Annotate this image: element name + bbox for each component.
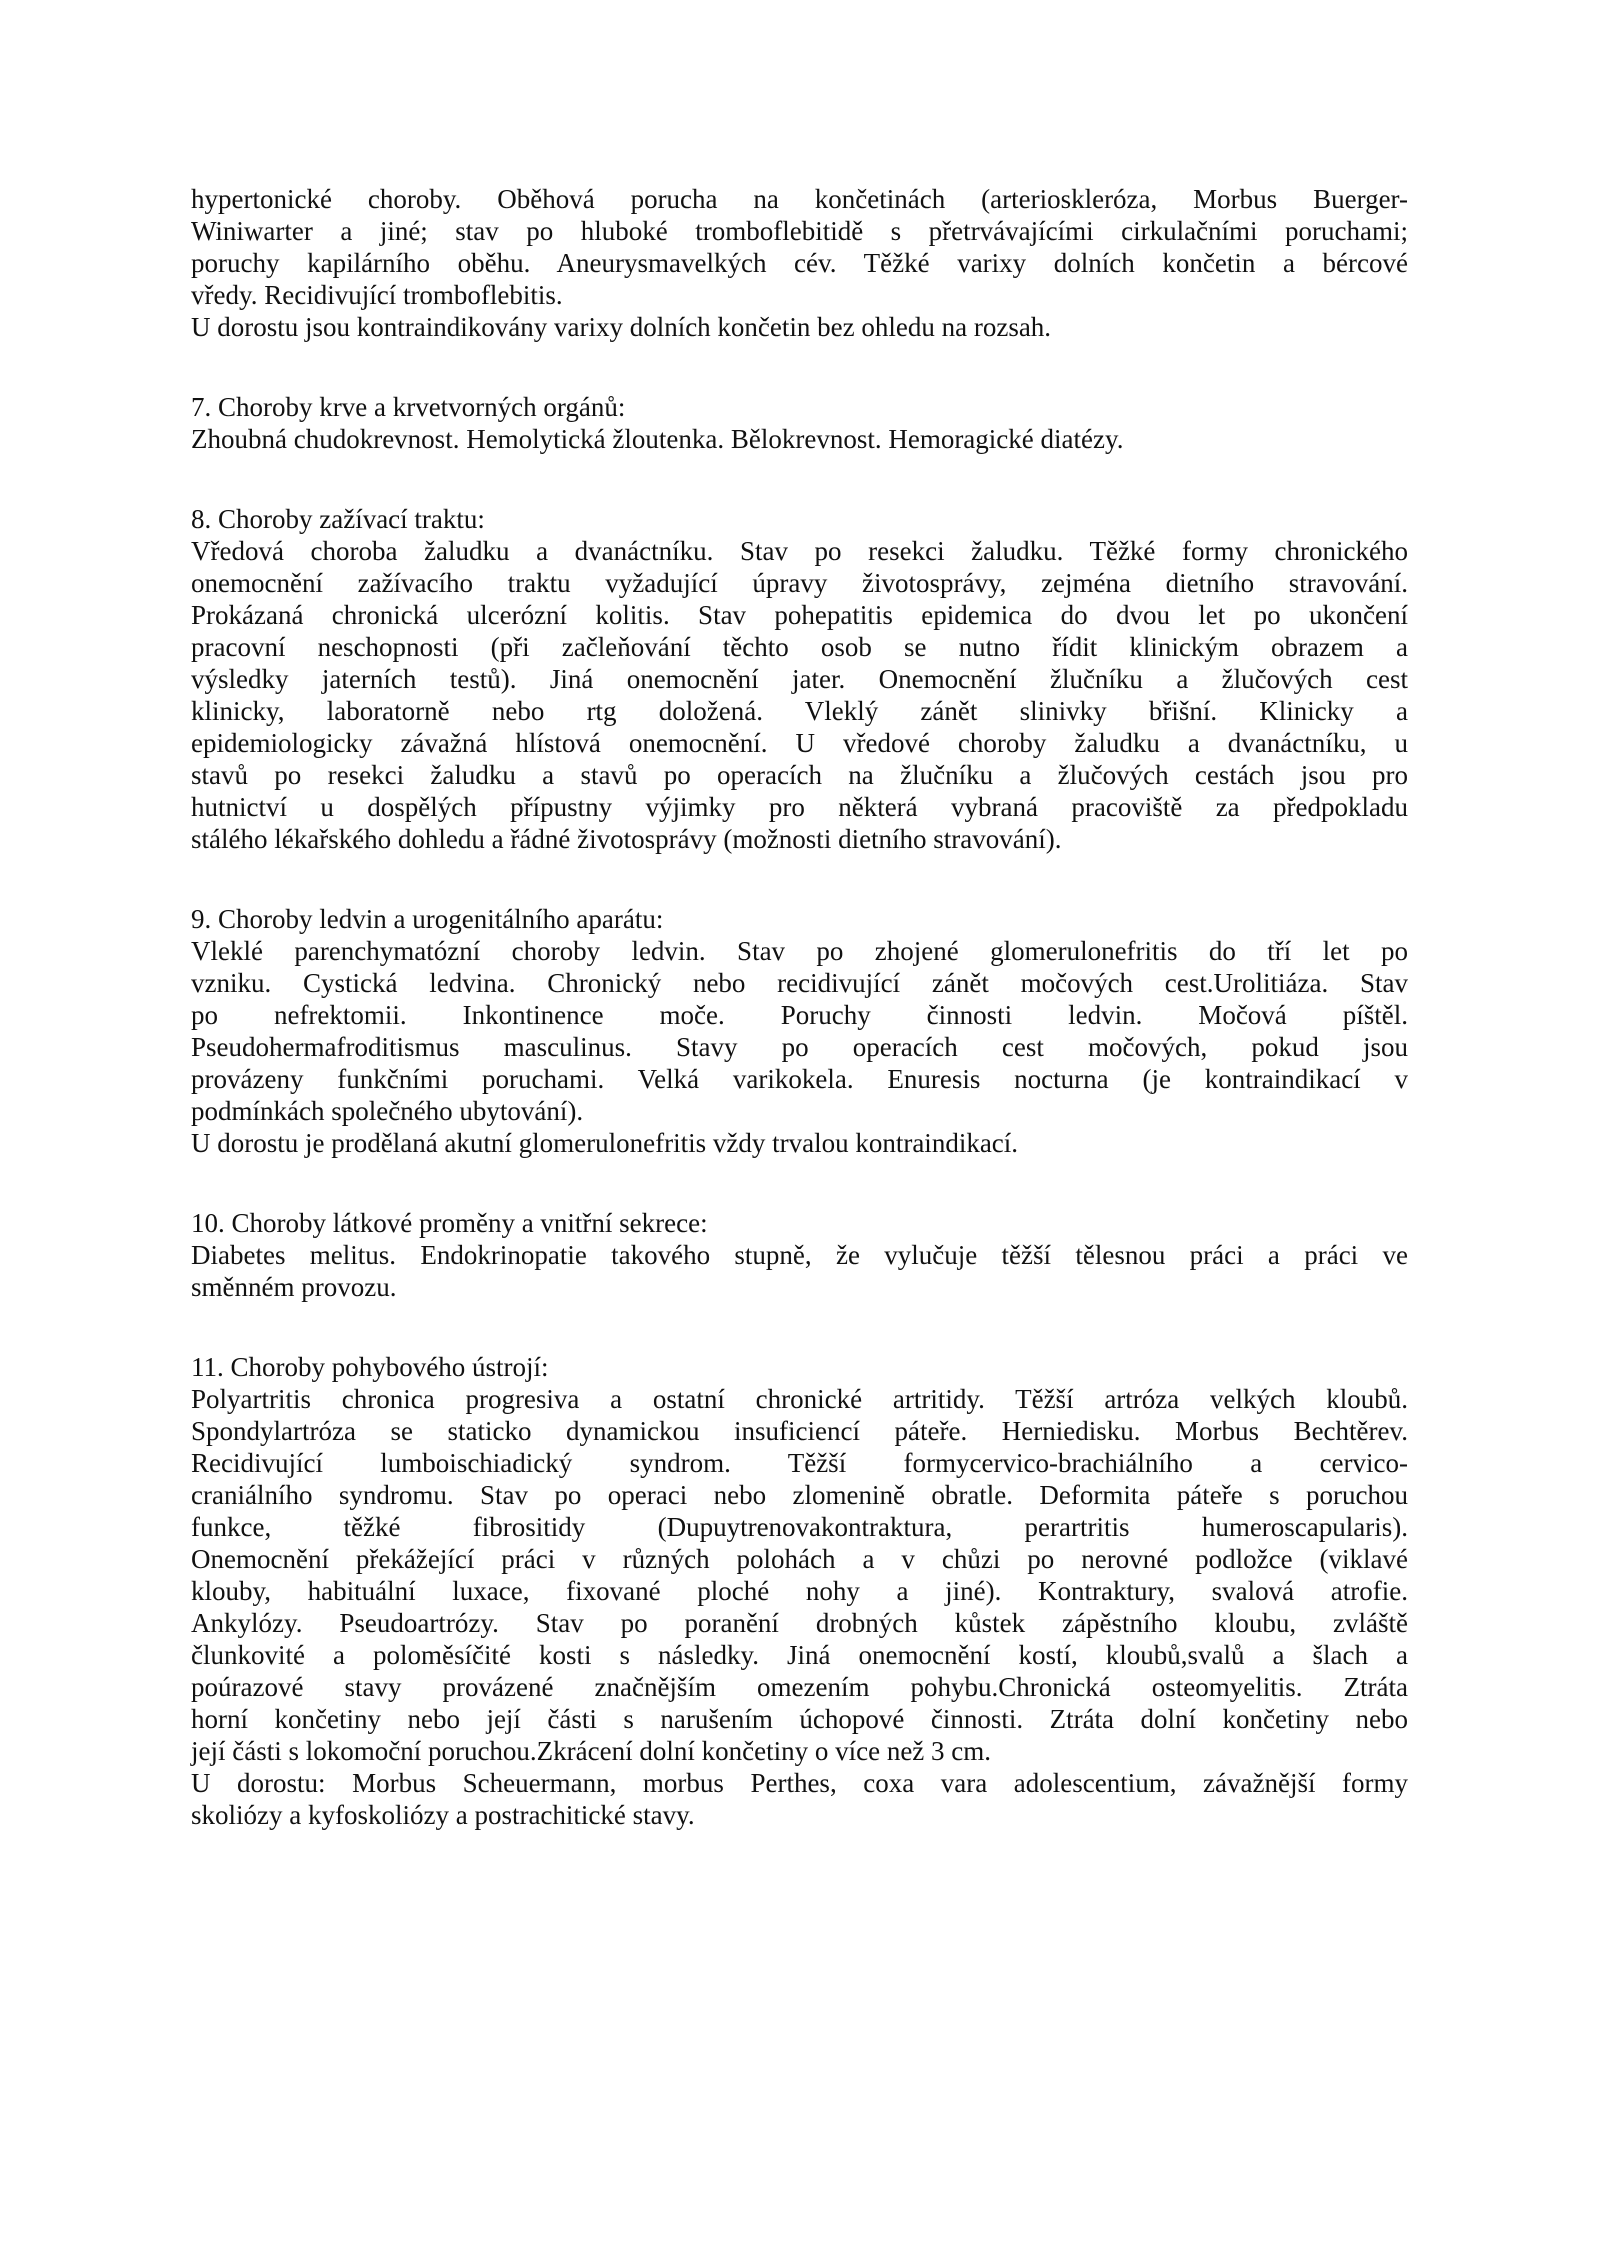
text-line: po nefrektomii. Inkontinence moče. Poruchy činnosti ledvin. Močová píštěl. [191, 1000, 1408, 1030]
paragraph-spacer [191, 855, 1408, 903]
text-line: onemocnění zažívacího traktu vyžadující úpravy životosprávy, zejména dietního stravování. [191, 568, 1408, 598]
text-line: craniálního syndromu. Stav po operaci nebo zlomenině obratle. Deformita páteře s poruchou [191, 1480, 1408, 1510]
paragraph-spacer [191, 1159, 1408, 1207]
paragraph-spacer [191, 1303, 1408, 1351]
text-line: Winiwarter a jiné; stav po hluboké tromboflebitidě s přetrvávajícími cirkulačními poruchami; [191, 216, 1408, 246]
section-8 [191, 503, 1408, 855]
section-9 [191, 903, 1408, 1159]
text-line: směnném provozu. [191, 1272, 397, 1302]
text-line: U dorostu je prodělaná akutní glomerulonefritis vždy trvalou kontraindikací. [191, 1128, 1019, 1158]
text-line: provázeny funkčními poruchami. Velká varikokela. Enuresis nocturna (je kontraindikací v [191, 1064, 1408, 1094]
text-line: U dorostu: Morbus Scheuermann, morbus Perthes, coxa vara adolescentium, závažnější formy [191, 1768, 1408, 1798]
text-line: klouby, habituální luxace, fixované ploché nohy a jiné). Kontraktury, svalová atrofie. [191, 1576, 1408, 1606]
paragraph-spacer [191, 455, 1408, 503]
section-heading: 9. Choroby ledvin a urogenitálního aparátu: [191, 904, 664, 934]
text-line: Ankylózy. Pseudoartrózy. Stav po poranění drobných kůstek zápěstního kloubu, zvláště [191, 1608, 1408, 1638]
text-line: vzniku. Cystická ledvina. Chronický nebo recidivující zánět močových cest.Urolitiáza. Stav [191, 968, 1408, 998]
text-line: horní končetiny nebo její části s narušením úchopové činnosti. Ztráta dolní končetiny nebo [191, 1704, 1408, 1734]
text-line: klinicky, laboratorně nebo rtg doložená. Vleklý zánět slinivky břišní. Klinicky a [191, 696, 1408, 726]
text-line: výsledky jaterních testů). Jiná onemocnění jater. Onemocnění žlučníku a žlučových cest [191, 664, 1408, 694]
text-line: pracovní neschopnosti (při začleňování těchto osob se nutno řídit klinickým obrazem a [191, 632, 1408, 662]
section-heading: 10. Choroby látkové proměny a vnitřní sekrece: [191, 1208, 708, 1238]
text-line: skoliózy a kyfoskoliózy a postrachitické stavy. [191, 1800, 695, 1830]
paragraph-circulatory-continuation [191, 183, 1408, 343]
text-line: vředy. Recidivující tromboflebitis. [191, 280, 563, 310]
text-line: její části s lokomoční poruchou.Zkrácení dolní končetiny o více než 3 cm. [191, 1736, 992, 1766]
section-11 [191, 1351, 1408, 1831]
text-line: poúrazové stavy provázené značnějším omezením pohybu.Chronická osteomyelitis. Ztráta [191, 1672, 1408, 1702]
text-line: Recidivující lumboischiadický syndrom. Těžší formycervico-brachiálního a cervico- [191, 1448, 1408, 1478]
section-7 [191, 391, 1408, 455]
text-line: poruchy kapilárního oběhu. Aneurysmavelkých cév. Těžké varixy dolních končetin a bércové [191, 248, 1408, 278]
section-10 [191, 1207, 1408, 1303]
text-line: Zhoubná chudokrevnost. Hemolytická žloutenka. Bělokrevnost. Hemoragické diatézy. [191, 424, 1124, 454]
text-line: člunkovité a poloměsíčité kosti s následky. Jiná onemocnění kostí, kloubů,svalů a šlach a [191, 1640, 1408, 1670]
paragraph-spacer [191, 343, 1408, 391]
text-line: stálého lékařského dohledu a řádné životosprávy (možnosti dietního stravování). [191, 824, 1062, 854]
text-line: podmínkách společného ubytování). [191, 1096, 584, 1126]
text-line: funkce, těžké fibrositidy (Dupuytrenovakontraktura, perartritis humeroscapularis). [191, 1512, 1408, 1542]
text-line: Onemocnění překážející práci v různých polohách a v chůzi po nerovné podložce (viklavé [191, 1544, 1408, 1574]
text-line: Vleklé parenchymatózní choroby ledvin. Stav po zhojené glomerulonefritis do tří let po [191, 936, 1408, 966]
text-line: Vředová choroba žaludku a dvanáctníku. Stav po resekci žaludku. Těžké formy chronického [191, 536, 1408, 566]
text-line: Pseudohermafroditismus masculinus. Stavy po operacích cest močových, pokud jsou [191, 1032, 1408, 1062]
text-line: hutnictví u dospělých přípustny výjimky pro některá vybraná pracoviště za předpokladu [191, 792, 1408, 822]
document-page [191, 183, 1408, 1831]
text-line: Polyartritis chronica progresiva a ostatní chronické artritidy. Těžší artróza velkých kloubů. [191, 1384, 1408, 1414]
text-line: epidemiologicky závažná hlístová onemocnění. U vředové choroby žaludku a dvanáctníku, u [191, 728, 1408, 758]
section-heading: 7. Choroby krve a krvetvorných orgánů: [191, 392, 626, 422]
section-heading: 11. Choroby pohybového ústrojí: [191, 1352, 549, 1382]
text-line: Prokázaná chronická ulcerózní kolitis. Stav pohepatitis epidemica do dvou let po ukončení [191, 600, 1408, 630]
text-line: Diabetes melitus. Endokrinopatie takového stupně, že vylučuje těžší tělesnou práci a práci ve [191, 1240, 1408, 1270]
text-line: hypertonické choroby. Oběhová porucha na končetinách (arterioskleróza, Morbus Buerger- [191, 184, 1408, 214]
text-line: stavů po resekci žaludku a stavů po operacích na žlučníku a žlučových cestách jsou pro [191, 760, 1408, 790]
text-line: U dorostu jsou kontraindikovány varixy dolních končetin bez ohledu na rozsah. [191, 312, 1052, 342]
text-line: Spondylartróza se staticko dynamickou insuficiencí páteře. Herniedisku. Morbus Bechtěrev. [191, 1416, 1408, 1446]
section-heading: 8. Choroby zažívací traktu: [191, 504, 485, 534]
